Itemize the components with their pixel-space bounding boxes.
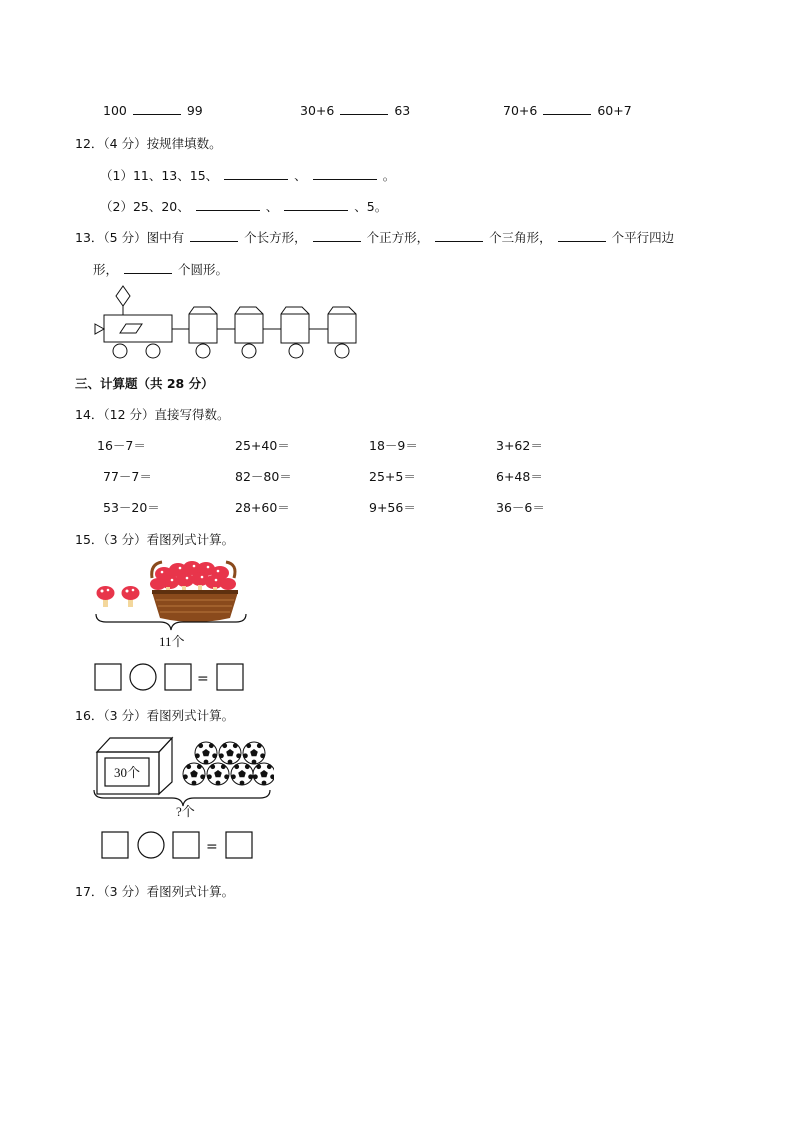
q13-heading: 13．（5 分）图中有 [75,230,185,245]
q16-box-label: 30个 [114,765,141,780]
q13-p2: 个正方形， [366,230,430,245]
compare-2-right: 63 [394,103,411,118]
answer-blank[interactable] [340,103,388,115]
q13-p3: 个三角形， [489,230,552,245]
q14-r1c3: 18－9＝ [369,438,418,453]
car4 [328,307,356,343]
q12-line1-sep: 、 [294,168,307,183]
q13-line1 [75,228,674,246]
engine-parallelogram [120,324,142,333]
soccer-ball-icon [183,763,205,785]
answer-blank[interactable] [284,199,348,211]
q12-line2-end: 、5。 [354,199,388,214]
answer-blank[interactable] [435,230,483,242]
answer-blank[interactable] [133,103,181,115]
flag-diamond [116,286,130,306]
q14-r1c1: 16－7＝ [97,438,146,453]
q14-r2c1: 77－7＝ [103,469,152,484]
soccer-ball-icon [207,763,229,785]
q14-r1c4: 3+62＝ [496,438,543,453]
soccer-ball-group [183,742,274,785]
wheel [146,344,160,358]
q13-p4: 个平行四边 [611,230,675,245]
q12-line2 [100,197,387,215]
wheel [196,344,210,358]
answer-box[interactable] [173,832,199,858]
soccer-ball-icon [219,742,241,764]
soccer-ball-icon [253,763,274,785]
compare-3 [503,103,632,118]
answer-blank[interactable] [124,262,172,274]
q12-line1-end: 。 [382,168,396,183]
car1 [189,307,217,343]
q14-r3c4: 36－6＝ [496,500,545,515]
q17-heading: 17．（3 分）看图列式计算。 [75,884,235,899]
engine-rectangle [104,315,172,342]
q14-r1c2: 25+40＝ [235,438,290,453]
q14-r2c3: 25+5＝ [369,469,416,484]
mushroom-icon [122,586,140,607]
q14-heading: 14．（12 分）直接写得数。 [75,407,230,422]
q14-r3c1: 53－20＝ [103,500,160,515]
q12-line1 [100,166,395,184]
q13-p1: 个长方形， [244,230,307,245]
q14-r3c2: 28+60＝ [235,500,290,515]
answer-box[interactable] [226,832,252,858]
q13-p6: 个圆形。 [178,262,229,277]
wheel [242,344,256,358]
q12-line2-sep: 、 [265,199,279,214]
q15-heading: 15．（3 分）看图列式计算。 [75,532,235,547]
soccer-ball-icon [243,742,265,764]
answer-box[interactable] [102,832,128,858]
answer-blank[interactable] [558,230,606,242]
q14-r2c4: 6+48＝ [496,469,543,484]
q13-p5: 形， [93,262,119,277]
wheel [113,344,127,358]
q15-figure [92,556,248,694]
car2 [235,307,263,343]
compare-1 [103,103,203,118]
section-3-title: 三、计算题（共 28 分） [75,376,214,391]
answer-blank[interactable] [313,168,377,180]
answer-blank[interactable] [196,199,260,211]
mushroom-basket-icon [150,561,238,622]
answer-blank[interactable] [190,230,238,242]
soccer-ball-icon [195,742,217,764]
compare-1-right: 99 [186,103,203,118]
q12-heading: 12．（4 分）按规律填数。 [75,136,222,151]
q13-line2 [93,260,228,278]
answer-box[interactable] [217,664,243,690]
compare-3-left: 70+6 [503,103,538,118]
q15-total: 11个 [159,634,185,649]
wheel [335,344,349,358]
compare-2-left: 30+6 [300,103,335,118]
q16-figure [92,734,274,866]
front-triangle [95,324,104,334]
train-figure [92,284,364,364]
equals-sign: = [197,671,209,687]
answer-box[interactable] [165,664,191,690]
answer-blank[interactable] [224,168,288,180]
answer-box[interactable] [95,664,121,690]
equals-sign: = [206,839,218,855]
soccer-ball-icon [231,763,253,785]
answer-blank[interactable] [543,103,591,115]
compare-1-left: 100 [103,103,127,118]
mushroom-icon [97,586,115,607]
q12-line2-prefix: （2）25、20、 [100,199,190,214]
q16-total: ?个 [176,804,195,819]
answer-blank[interactable] [313,230,361,242]
operator-circle[interactable] [130,664,156,690]
q12-line1-prefix: （1）11、13、15、 [100,168,219,183]
compare-2 [300,103,410,118]
q16-heading: 16．（3 分）看图列式计算。 [75,708,235,723]
q14-r2c2: 82－80＝ [235,469,292,484]
operator-circle[interactable] [138,832,164,858]
wheel [289,344,303,358]
compare-3-right: 60+7 [597,103,632,118]
q14-r3c3: 9+56＝ [369,500,416,515]
car3 [281,307,309,343]
